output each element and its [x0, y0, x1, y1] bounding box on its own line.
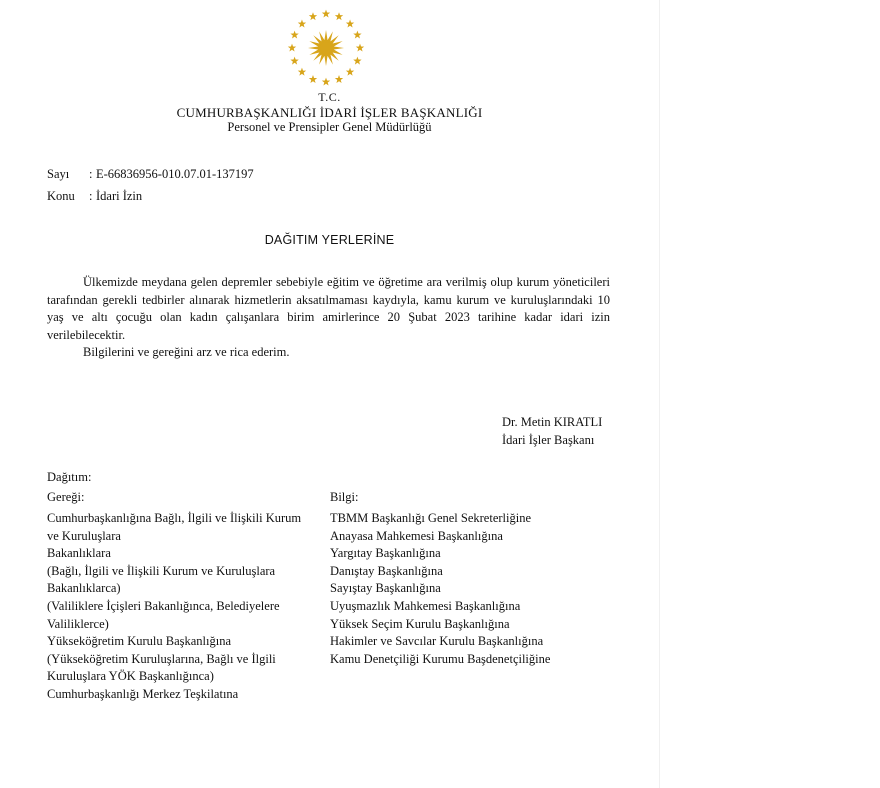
organization-title: CUMHURBAŞKANLIĞI İDARİ İŞLER BAŞKANLIĞI: [176, 105, 483, 120]
list-item: Danıştay Başkanlığına: [330, 563, 443, 578]
country-label: T.C.: [318, 90, 341, 104]
signatory-title: İdari İşler Başkanı: [502, 433, 595, 447]
list-item: ve Kuruluşlara: [47, 528, 121, 543]
gereği-label: Gereği:: [47, 490, 85, 504]
list-item: Cumhurbaşkanlığı Merkez Teşkilatına: [47, 686, 239, 701]
gereği-list: [47, 510, 312, 704]
bilgi-list: [330, 510, 630, 668]
list-item: Bakanlıklara: [47, 546, 111, 561]
signatory-name: Dr. Metin KIRATLI: [502, 415, 603, 429]
list-item: Uyuşmazlık Mahkemesi Başkanlığına: [330, 598, 521, 613]
konu-value: İdari İzin: [96, 189, 143, 203]
konu-separator: :: [89, 189, 93, 203]
presidential-seal-icon: [284, 6, 368, 90]
unit-title: Personel ve Prensipler Genel Müdürlüğü: [227, 120, 432, 134]
body-paragraph: Ülkemizde meydana gelen depremler sebebiyle eğitim ve öğretime ara verilmiş olup kurum yöneticileri tarafından gerekli tedbirler alınarak hizmetlerin aksatılmaması kaydıyla, kamu kurum ve kuruluşlarındaki 10 yaş ve altı çocuğu olan kadın çalışanlara birim amirlerince 20 Şubat 2023 tarihine kadar idari izin verilebilecektir.: [47, 275, 610, 342]
list-item: Yargıtay Başkanlığına: [330, 546, 441, 561]
distribution-heading: DAĞITIM YERLERİNE: [264, 233, 395, 247]
list-item: (Yükseköğretim Kuruluşlarına, Bağlı ve İlgili: [47, 651, 276, 666]
blank-margin: [660, 0, 880, 788]
list-item: Yüksek Seçim Kurulu Başkanlığına: [330, 616, 510, 631]
list-item: (Bağlı, İlgili ve İlişkili Kurum ve Kuruluşlara: [47, 563, 276, 578]
list-item: Anayasa Mahkemesi Başkanlığına: [330, 528, 503, 543]
list-item: Valiliklerce): [47, 616, 109, 631]
list-item: Kuruluşlara YÖK Başkanlığınca): [47, 669, 214, 684]
sayi-value: E-66836956-010.07.01-137197: [96, 167, 254, 181]
closing-paragraph: Bilgilerini ve gereğini arz ve rica ederim.: [83, 345, 290, 360]
list-item: Sayıştay Başkanlığına: [330, 581, 441, 596]
distribution-label: Dağıtım:: [47, 470, 92, 484]
sayi-label: Sayı: [47, 167, 70, 181]
list-item: Hakimler ve Savcılar Kurulu Başkanlığına: [330, 634, 544, 649]
letter-body: [47, 274, 610, 362]
sayi-separator: :: [89, 167, 93, 181]
list-item: Bakanlıklarca): [47, 581, 121, 596]
bilgi-label: Bilgi:: [330, 490, 359, 504]
list-item: TBMM Başkanlığı Genel Sekreterliğine: [330, 511, 532, 525]
list-item: Yükseköğretim Kurulu Başkanlığına: [47, 634, 231, 649]
list-item: Cumhurbaşkanlığına Bağlı, İlgili ve İlişkili Kurum: [47, 511, 302, 525]
list-item: Kamu Denetçiliği Kurumu Başdenetçiliğine: [330, 651, 551, 666]
list-item: (Valiliklere İçişleri Bakanlığınca, Belediyelere: [47, 598, 280, 613]
konu-label: Konu: [47, 189, 75, 203]
